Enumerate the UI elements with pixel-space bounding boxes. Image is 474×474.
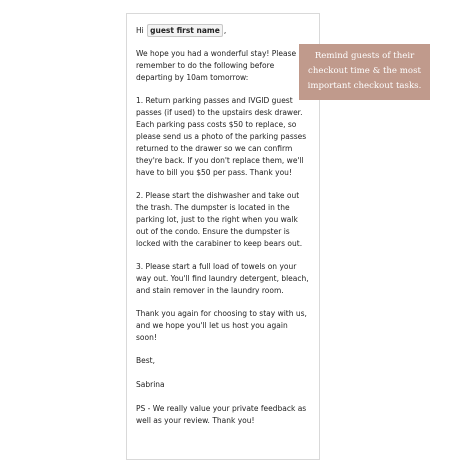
- task-1-parking-passes: 1. Return parking passes and IVGID guest passes (if used) to the upstairs desk drawer. Each parking pass costs $50 to replace, so please send us a photo of the parking passes returned to the drawer so we can confirm they're back. If you don't replace them, we'll have to bill you $50 per pass. Thank you!: [136, 96, 307, 177]
- task-3-towels: 3. Please start a full load of towels on your way out. You'll find laundry detergent, bleach, and stain remover in the laundry room.: [136, 262, 309, 295]
- message-template-card[interactable]: [126, 13, 320, 460]
- guest-first-name-placeholder[interactable]: guest first name: [147, 24, 223, 37]
- closing: Best,: [136, 356, 155, 365]
- signature: Sabrina: [136, 380, 165, 389]
- postscript: PS - We really value your private feedback as well as your review. Thank you!: [136, 404, 307, 425]
- intro-paragraph: We hope you had a wonderful stay! Please remember to do the following before departing by 10am tomorrow:: [136, 49, 297, 82]
- task-2-dishwasher-trash: 2. Please start the dishwasher and take out the trash. The dumpster is located in the parking lot, just to the right when you walk out of the condo. Ensure the dumpster is locked with the carabiner to keep bears out.: [136, 191, 303, 248]
- greeting-line: [136, 24, 310, 37]
- greeting-comma: ,: [223, 26, 227, 35]
- thank-you-paragraph: Thank you again for choosing to stay with us, and we hope you'll let us host you again soon!: [136, 309, 307, 342]
- greeting-text: Hi: [136, 26, 144, 35]
- callout-note: Remind guests of their checkout time & the most important checkout tasks.: [299, 44, 430, 100]
